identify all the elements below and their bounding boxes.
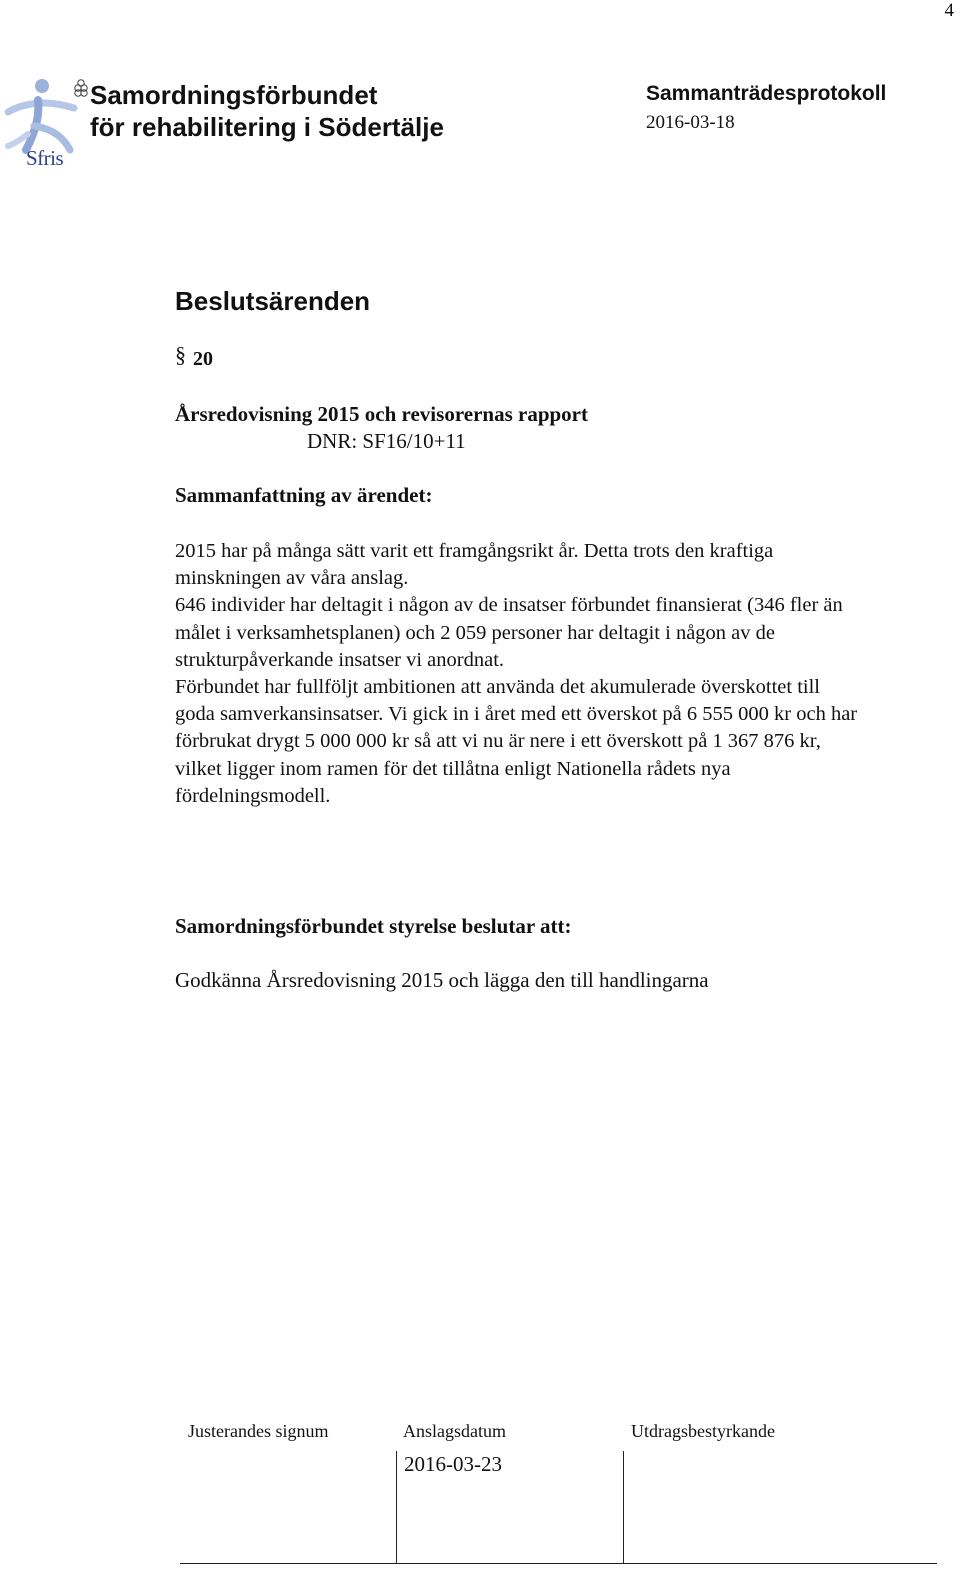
decision-heading: Samordningsförbundet styrelse beslutar att: bbox=[175, 914, 572, 938]
flower-icon bbox=[75, 80, 87, 96]
summary-line: vilket ligger inom ramen för det tillåtna enligt Nationella rådets nya bbox=[175, 757, 731, 780]
summary-line: målet i verksamhetsplanen) och 2 059 personer har deltagit i någon av de bbox=[175, 621, 775, 644]
case-number: 20 bbox=[193, 348, 213, 370]
paragraph-sign: § bbox=[175, 342, 186, 367]
posting-date: 2016-03-23 bbox=[404, 1452, 502, 1476]
summary-line: minskningen av våra anslag. bbox=[175, 567, 409, 590]
sfris-logo bbox=[4, 74, 88, 174]
summary-line: 2015 har på många sätt varit ett framgångsrikt år. Detta trots den kraftiga bbox=[175, 540, 774, 562]
document-date: 2016-03-18 bbox=[646, 112, 735, 133]
posting-date-label: Anslagsdatum bbox=[403, 1421, 506, 1441]
summary-line: goda samverkansinsatser. Vi gick in i året med ett överskot på 6 555 000 kr och har bbox=[175, 703, 858, 726]
footer-divider bbox=[396, 1451, 397, 1563]
certification-label: Utdragsbestyrkande bbox=[631, 1421, 775, 1441]
summary-line: förbrukat drygt 5 000 000 kr så att vi nu är nere i ett överskott på 1 367 876 kr, bbox=[175, 730, 821, 753]
summary-body bbox=[175, 538, 955, 810]
case-title: Årsredovisning 2015 och revisorernas rapport bbox=[175, 402, 588, 426]
summary-line: 646 individer har deltagit i någon av de insatser förbundet finansierat (346 fler än bbox=[175, 594, 843, 617]
summary-line: fördelningsmodell. bbox=[175, 784, 331, 807]
section-heading: Beslutsärenden bbox=[175, 286, 371, 316]
document-type: Sammanträdesprotokoll bbox=[646, 82, 887, 105]
summary-line: strukturpåverkande insatser vi anordnat. bbox=[175, 648, 505, 671]
summary-heading: Sammanfattning av ärendet: bbox=[175, 483, 433, 507]
page-number: 4 bbox=[944, 0, 954, 21]
organization-name-line2: för rehabilitering i Södertälje bbox=[90, 112, 444, 142]
summary-line: Förbundet har fullföljt ambitionen att använda det akumulerade överskottet till bbox=[175, 676, 820, 699]
case-dnr: DNR: SF16/10+11 bbox=[307, 429, 466, 453]
organization-name-line1: Samordningsförbundet bbox=[90, 80, 378, 110]
signum-label: Justerandes signum bbox=[188, 1421, 329, 1441]
decision-text: Godkänna Årsredovisning 2015 och lägga den till handlingarna bbox=[175, 968, 709, 992]
footer-rule bbox=[180, 1563, 937, 1564]
footer-divider bbox=[623, 1451, 624, 1563]
logo-text: Sfris bbox=[26, 146, 64, 170]
